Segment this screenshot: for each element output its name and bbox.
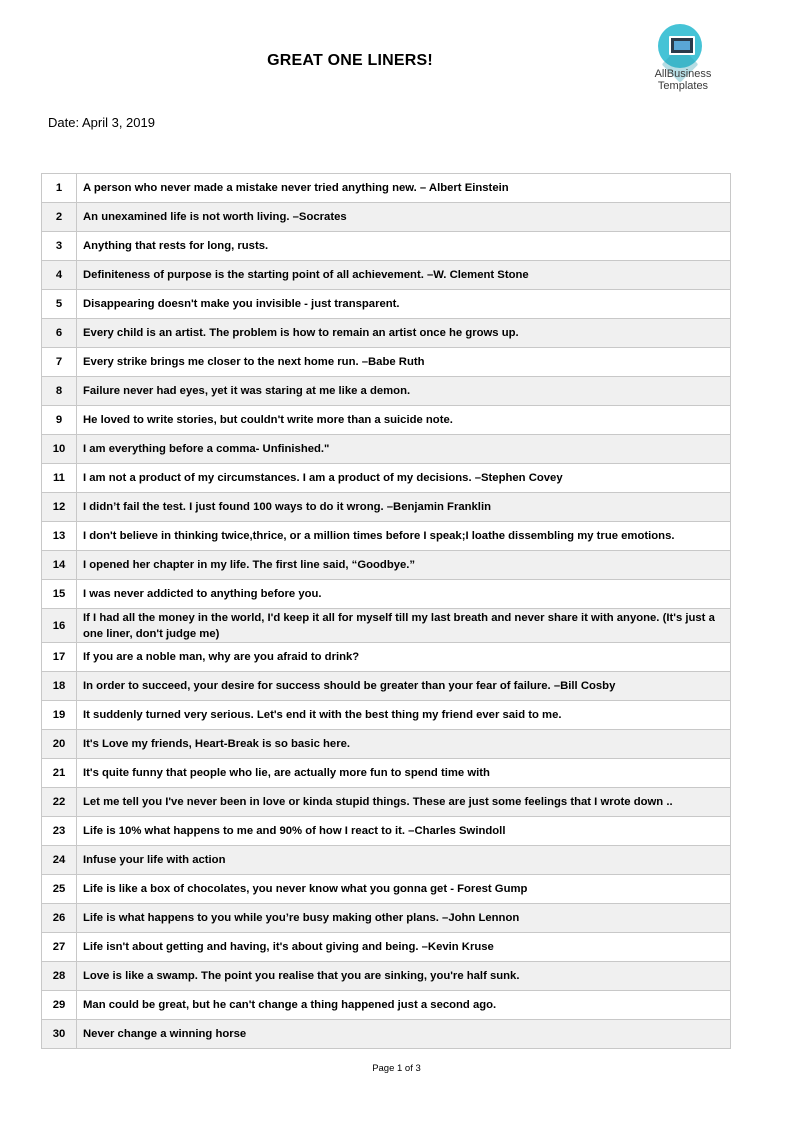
row-number: 8: [42, 377, 77, 406]
row-number: 24: [42, 846, 77, 875]
row-number: 17: [42, 643, 77, 672]
table-row: [42, 522, 731, 551]
row-quote: Life is 10% what happens to me and 90% of how I react to it. –Charles Swindoll: [77, 817, 731, 846]
table-row: [42, 377, 731, 406]
row-number: 14: [42, 551, 77, 580]
table-row: [42, 991, 731, 1020]
one-liners-table: [41, 173, 731, 1049]
row-quote: If you are a noble man, why are you afraid to drink?: [77, 643, 731, 672]
row-number: 6: [42, 319, 77, 348]
row-quote: I am not a product of my circumstances. I am a product of my decisions. –Stephen Covey: [77, 464, 731, 493]
row-quote: Life is like a box of chocolates, you never know what you gonna get - Forest Gump: [77, 875, 731, 904]
row-quote: In order to succeed, your desire for success should be greater than your fear of failure. –Bill Cosby: [77, 672, 731, 701]
logo-line-1: AllBusiness: [654, 68, 712, 80]
table-row: [42, 203, 731, 232]
row-number: 26: [42, 904, 77, 933]
row-quote: Life is what happens to you while you’re busy making other plans. –John Lennon: [77, 904, 731, 933]
table-row: [42, 435, 731, 464]
one-liners-table-body: [42, 174, 731, 1049]
table-row: [42, 933, 731, 962]
table-row: [42, 1020, 731, 1049]
row-number: 18: [42, 672, 77, 701]
row-number: 13: [42, 522, 77, 551]
table-row: [42, 701, 731, 730]
row-number: 22: [42, 788, 77, 817]
allbusiness-templates-logo: [640, 24, 730, 96]
row-quote: I was never addicted to anything before you.: [77, 580, 731, 609]
logo-line-2: Templates: [657, 80, 709, 92]
table-row: [42, 580, 731, 609]
row-number: 9: [42, 406, 77, 435]
row-quote: Anything that rests for long, rusts.: [77, 232, 731, 261]
row-number: 7: [42, 348, 77, 377]
row-quote: It's quite funny that people who lie, are actually more fun to spend time with: [77, 759, 731, 788]
row-quote: Definiteness of purpose is the starting point of all achievement. –W. Clement Stone: [77, 261, 731, 290]
row-number: 23: [42, 817, 77, 846]
table-row: [42, 730, 731, 759]
table-row: [42, 319, 731, 348]
row-number: 3: [42, 232, 77, 261]
table-row: [42, 232, 731, 261]
table-row: [42, 174, 731, 203]
table-row: [42, 788, 731, 817]
row-quote: Love is like a swamp. The point you realise that you are sinking, you're half sunk.: [77, 962, 731, 991]
row-quote: Failure never had eyes, yet it was staring at me like a demon.: [77, 377, 731, 406]
page-footer: Page 1 of 3: [372, 1063, 421, 1074]
row-quote: If I had all the money in the world, I'd keep it all for myself till my last breath and never share it with anyone. (It's just a one liner, don't judge me): [77, 609, 731, 643]
row-quote: It's Love my friends, Heart-Break is so basic here.: [77, 730, 731, 759]
document-date: Date: April 3, 2019: [48, 115, 155, 130]
table-row: [42, 551, 731, 580]
row-quote: An unexamined life is not worth living. –Socrates: [77, 203, 731, 232]
row-number: 19: [42, 701, 77, 730]
laptop-icon: [669, 36, 695, 55]
table-row: [42, 609, 731, 643]
row-quote: I am everything before a comma- Unfinished.": [77, 435, 731, 464]
table-row: [42, 817, 731, 846]
table-row: [42, 672, 731, 701]
row-number: 15: [42, 580, 77, 609]
row-quote: Every strike brings me closer to the next home run. –Babe Ruth: [77, 348, 731, 377]
row-number: 28: [42, 962, 77, 991]
row-number: 2: [42, 203, 77, 232]
row-quote: Let me tell you I've never been in love or kinda stupid things. These are just some feelings that I wrote down ..: [77, 788, 731, 817]
row-number: 16: [42, 609, 77, 643]
row-number: 29: [42, 991, 77, 1020]
table-row: [42, 261, 731, 290]
row-number: 11: [42, 464, 77, 493]
row-number: 1: [42, 174, 77, 203]
row-number: 21: [42, 759, 77, 788]
table-row: [42, 464, 731, 493]
row-number: 25: [42, 875, 77, 904]
table-row: [42, 348, 731, 377]
row-number: 20: [42, 730, 77, 759]
table-row: [42, 904, 731, 933]
row-quote: He loved to write stories, but couldn't write more than a suicide note.: [77, 406, 731, 435]
row-quote: Never change a winning horse: [77, 1020, 731, 1049]
table-row: [42, 875, 731, 904]
table-row: [42, 759, 731, 788]
row-quote: Disappearing doesn't make you invisible - just transparent.: [77, 290, 731, 319]
row-quote: I didn’t fail the test. I just found 100 ways to do it wrong. –Benjamin Franklin: [77, 493, 731, 522]
row-quote: It suddenly turned very serious. Let's end it with the best thing my friend ever said to me.: [77, 701, 731, 730]
row-number: 30: [42, 1020, 77, 1049]
table-row: [42, 406, 731, 435]
row-number: 10: [42, 435, 77, 464]
row-quote: Life isn't about getting and having, it's about giving and being. –Kevin Kruse: [77, 933, 731, 962]
row-quote: I don't believe in thinking twice,thrice, or a million times before I speak;I loathe dissembling my true emotions.: [77, 522, 731, 551]
row-quote: A person who never made a mistake never tried anything new. – Albert Einstein: [77, 174, 731, 203]
row-quote: I opened her chapter in my life. The first line said, “Goodbye.”: [77, 551, 731, 580]
row-quote: Man could be great, but he can't change a thing happened just a second ago.: [77, 991, 731, 1020]
table-row: [42, 846, 731, 875]
table-row: [42, 493, 731, 522]
row-number: 12: [42, 493, 77, 522]
table-row: [42, 962, 731, 991]
document-title: GREAT ONE LINERS!: [267, 52, 433, 69]
table-row: [42, 290, 731, 319]
logo-text: [640, 68, 726, 92]
table-row: [42, 643, 731, 672]
row-quote: Every child is an artist. The problem is how to remain an artist once he grows up.: [77, 319, 731, 348]
row-number: 5: [42, 290, 77, 319]
row-number: 4: [42, 261, 77, 290]
row-quote: Infuse your life with action: [77, 846, 731, 875]
row-number: 27: [42, 933, 77, 962]
